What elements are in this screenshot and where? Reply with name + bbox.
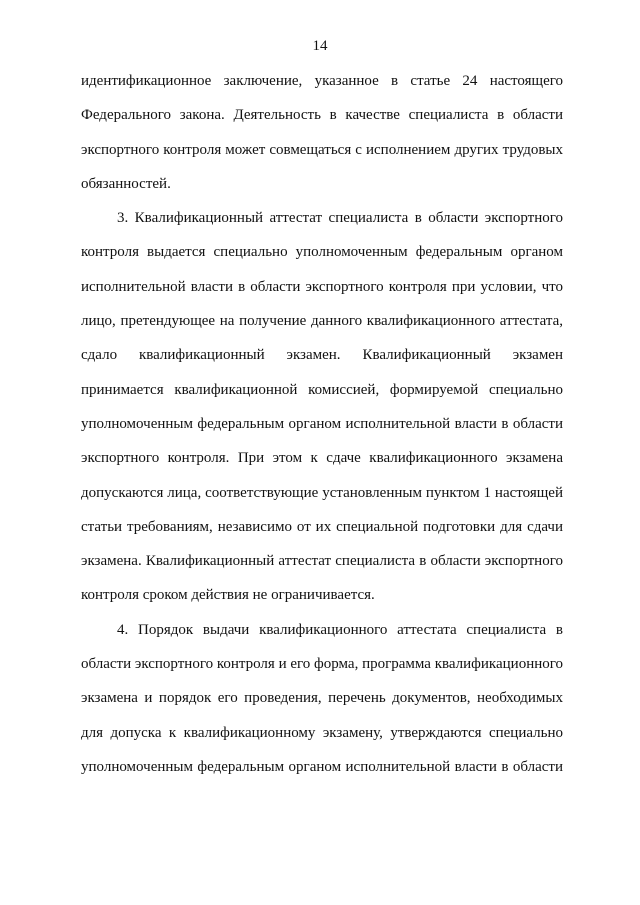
text-line: уполномоченным федеральным органом исполнительной власти в области (81, 415, 563, 432)
text-line: экзамена и порядок его проведения, перечень документов, необходимых (81, 690, 563, 707)
text-line: экспортного контроля может совмещаться с исполнением других трудовых (81, 141, 563, 158)
text-line: исполнительной власти в области экспортного контроля при условии, что (81, 278, 563, 295)
page-number: 14 (312, 38, 328, 54)
text-line: статьи требованиям, независимо от их специальной подготовки для сдачи (81, 518, 563, 535)
text-line: экзамена. Квалификационный аттестат специалиста в области экспортного (81, 553, 563, 570)
text-line: принимается квалификационной комиссией, формируемой специально (81, 381, 563, 398)
paragraph-3-first-line: 3. Квалификационный аттестат специалиста в области экспортного (117, 210, 563, 227)
paragraph-4-first-line: 4. Порядок выдачи квалификационного аттестата специалиста в (117, 621, 563, 638)
text-line: уполномоченным федеральным органом исполнительной власти в области (81, 758, 563, 775)
document-body (81, 71, 563, 791)
text-line: контроля сроком действия не ограничивается. (81, 587, 375, 604)
text-line: допускаются лица, соответствующие установленным пунктом 1 настоящей (81, 484, 563, 501)
text-line: идентификационное заключение, указанное в статье 24 настоящего (81, 73, 563, 89)
text-line: для допуска к квалификационному экзамену, утверждаются специально (81, 724, 563, 741)
text-line: экспортного контроля. При этом к сдаче квалификационного экзамена (81, 450, 563, 467)
text-line: Федерального закона. Деятельность в качестве специалиста в области (81, 107, 563, 124)
text-line: области экспортного контроля и его форма, программа квалификационного (81, 656, 564, 673)
text-line: лицо, претендующее на получение данного квалификационного аттестата, (81, 313, 563, 330)
text-line: контроля выдается специально уполномоченным федеральным органом (81, 244, 563, 261)
text-line: обязанностей. (81, 175, 171, 192)
text-line: сдало квалификационный экзамен. Квалификационный экзамен (81, 347, 563, 364)
